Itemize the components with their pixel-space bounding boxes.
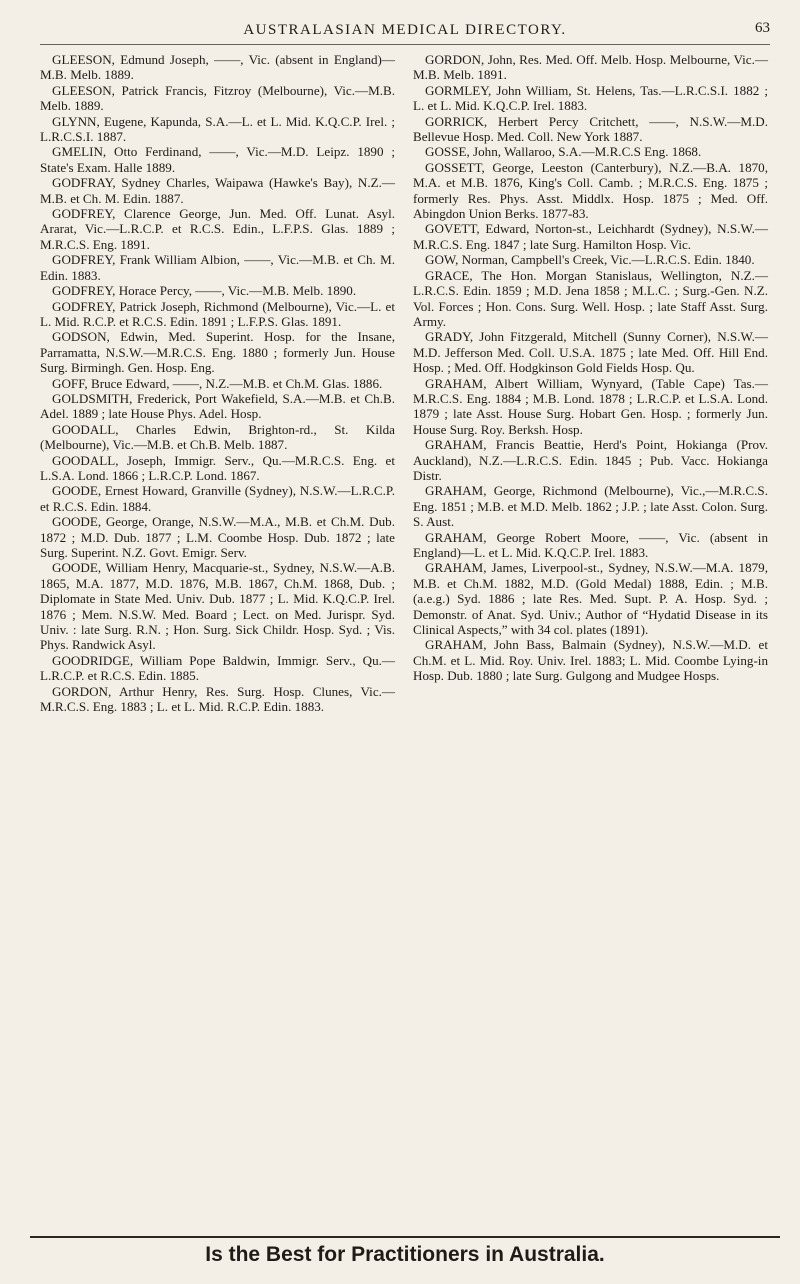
directory-entry: GOODE, Ernest Howard, Granville (Sydney), N.S.W.—L.R.C.P. et R.C.S. Edin. 1884.	[40, 483, 395, 514]
directory-entry: GOW, Norman, Campbell's Creek, Vic.—L.R.C.S. Edin. 1840.	[425, 252, 755, 268]
directory-entry: GODFRAY, Sydney Charles, Waipawa (Hawke's Bay), N.Z.—M.B. et Ch. M. Edin. 1887.	[40, 175, 395, 206]
directory-entry: GRAHAM, Francis Beattie, Herd's Point, Hokianga (Prov. Auckland), N.Z.—L.R.C.S. Edin. 1845 ; Pub. Vacc. Hokianga Distr.	[413, 437, 768, 483]
right-column	[413, 52, 768, 684]
directory-entry: GLYNN, Eugene, Kapunda, S.A.—L. et L. Mid. K.Q.C.P. Irel. ; L.R.C.S.I. 1887.	[40, 113, 395, 145]
running-title: AUSTRALASIAN MEDICAL DIRECTORY.	[243, 22, 567, 38]
directory-entry: GOODE, George, Orange, N.S.W.—M.A., M.B. et Ch.M. Dub. 1872 ; M.D. Dub. 1877 ; L.M. Coombe Hosp. Dub. 1872 ; late Surg. Superint. N.Z. Govt. Emigr. Serv.	[40, 514, 395, 560]
left-column	[40, 52, 395, 714]
footer-advert: Is the Best for Practitioners in Australia.	[30, 1236, 780, 1272]
directory-entry: GRAHAM, George Robert Moore, ——, Vic. (absent in England)—L. et L. Mid. K.Q.C.P. Irel. 1883.	[413, 529, 768, 560]
directory-entry: GRACE, The Hon. Morgan Stanislaus, Wellington, N.Z.—L.R.C.S. Edin. 1859 ; M.D. Jena 1858 ; M.L.C. ; Surg.-Gen. N.Z. Vol. Forces ; Hon. Cons. Surg. Well. Hosp. ; late Staff Asst. Surg. Army.	[413, 267, 768, 329]
directory-entry: GODFREY, Patrick Joseph, Richmond (Melbourne), Vic.—L. et L. Mid. R.C.P. et R.C.S. Edin. 1891 ; L.F.P.S. Glas. 1891.	[40, 298, 395, 329]
directory-entry: GORDON, Arthur Henry, Res. Surg. Hosp. Clunes, Vic.—M.R.C.S. Eng. 1883 ; L. et L. Mid. R.C.P. Edin. 1883.	[40, 683, 395, 715]
page-number: 63	[755, 20, 770, 36]
directory-entry: GOODALL, Charles Edwin, Brighton-rd., St. Kilda (Melbourne), Vic.—M.B. et Ch.B. Melb. 1887.	[40, 421, 395, 453]
directory-entry: GODFREY, Horace Percy, ——, Vic.—M.B. Melb. 1890.	[52, 283, 357, 299]
directory-entry: GRAHAM, James, Liverpool-st., Sydney, N.S.W.—M.A. 1879, M.B. et Ch.M. 1882, M.D. (Gold Medal) 1888, Edin. ; M.B. (a.e.g.) Syd. 1886 ; late Res. Med. Supt. P. A. Hosp. Syd. ; Demonstr. of Anat. Syd. Univ.; Author of “Hydatid Disease in its Clinical Aspects,” with 34 col. plates (1891).	[413, 560, 768, 638]
directory-entry: GOODRIDGE, William Pope Baldwin, Immigr. Serv., Qu.—L.R.C.P. et R.C.S. Edin. 1885.	[40, 652, 395, 684]
directory-entry: GORDON, John, Res. Med. Off. Melb. Hosp. Melbourne, Vic.—M.B. Melb. 1891.	[413, 52, 768, 83]
directory-entry: GOSSETT, George, Leeston (Canterbury), N.Z.—B.A. 1870, M.A. et M.B. 1876, King's Coll. Camb. ; M.R.C.S. Eng. 1875 ; formerly Res. Phys. Asst. Middlx. Hosp. 1875 ; Med. Off. Abingdon Union Berks. 1877-83.	[413, 159, 768, 222]
directory-entry: GOVETT, Edward, Norton-st., Leichhardt (Sydney), N.S.W.—M.R.C.S. Eng. 1847 ; late Surg. Hamilton Hosp. Vic.	[413, 221, 768, 252]
directory-entry: GOODALL, Joseph, Immigr. Serv., Qu.—M.R.C.S. Eng. et L.S.A. Lond. 1866 ; L.R.C.P. Lond. 1867.	[40, 452, 395, 483]
directory-entry: GODFREY, Frank William Albion, ——, Vic.—M.B. et Ch. M. Edin. 1883.	[40, 252, 395, 283]
directory-entry: GORRICK, Herbert Percy Critchett, ——, N.S.W.—M.D. Bellevue Hosp. Med. Coll. New York 1887.	[413, 113, 768, 145]
directory-entry: GRAHAM, George, Richmond (Melbourne), Vic.,—M.R.C.S. Eng. 1851 ; M.B. et M.D. Melb. 1862 ; J.P. ; late Asst. Colon. Surg. S. Aust.	[413, 483, 768, 530]
directory-entry: GLEESON, Patrick Francis, Fitzroy (Melbourne), Vic.—M.B. Melb. 1889.	[40, 82, 395, 114]
directory-entry: GMELIN, Otto Ferdinand, ——, Vic.—M.D. Leipz. 1890 ; State's Exam. Halle 1889.	[40, 144, 395, 175]
directory-entry: GORMLEY, John William, St. Helens, Tas.—L.R.C.S.I. 1882 ; L. et L. Mid. K.Q.C.P. Irel. 1883.	[413, 82, 768, 114]
directory-entry: GOLDSMITH, Frederick, Port Wakefield, S.A.—M.B. et Ch.B. Adel. 1889 ; late House Phys. Adel. Hosp.	[40, 390, 395, 422]
directory-entry: GLEESON, Edmund Joseph, ——, Vic. (absent in England)—M.B. Melb. 1889.	[40, 52, 395, 83]
directory-entry: GODSON, Edwin, Med. Superint. Hosp. for the Insane, Parramatta, N.S.W.—M.R.C.S. Eng. 1880 ; formerly Jun. House Surg. Birmingh. Gen. Hosp. Eng.	[40, 329, 395, 376]
directory-entry: GRAHAM, John Bass, Balmain (Sydney), N.S.W.—M.D. et Ch.M. et L. Mid. Roy. Univ. Irel. 1883; L. Mid. Coombe Lying-in Hosp. Dub. 1880 ; late Surg. Gulgong and Mudgee Hosps.	[413, 637, 768, 684]
directory-entry: GODFREY, Clarence George, Jun. Med. Off. Lunat. Asyl. Ararat, Vic.—L.R.C.P. et R.C.S. Edin., L.F.P.S. Glas. 1889 ; M.R.C.S. Eng. 1891.	[40, 206, 395, 252]
directory-entry: GOSSE, John, Wallaroo, S.A.—M.R.C.S Eng. 1868.	[425, 144, 702, 160]
directory-entry: GRADY, John Fitzgerald, Mitchell (Sunny Corner), N.S.W.—M.D. Jefferson Med. Coll. U.S.A. 1875 ; late Med. Off. Hill End. Hosp. ; Med. Off. Hodgkinson Gold Fields Hosp. Qu.	[413, 329, 768, 376]
directory-entry: GOFF, Bruce Edward, ——, N.Z.—M.B. et Ch.M. Glas. 1886.	[52, 375, 383, 391]
directory-entry: GOODE, William Henry, Macquarie-st., Sydney, N.S.W.—A.B. 1865, M.A. 1877, M.D. 1876, M.B. 1867, Ch.M. 1868, Dub. ; Diplomate in State Med. Univ. Dub. 1877 ; L. Mid. K.Q.C.P. Irel. 1876 ; Mem. N.S.W. Med. Board ; Lect. on Med. Jurispr. Syd. Univ. : late Surg. R.N. ; Hon. Surg. Sick Childr. Hosp. Syd. ; Vis. Phys. Randwick Asyl.	[40, 560, 395, 653]
directory-entry: GRAHAM, Albert William, Wynyard, (Table Cape) Tas.—M.R.C.S. Eng. 1884 ; M.B. Lond. 1878 ; L.R.C.P. et L.S.A. Lond. 1879 ; late Asst. House Surg. Hobart Gen. Hosp. ; formerly Jun. House Surg. Roy. Berksh. Hosp.	[413, 375, 768, 437]
page-header	[40, 20, 770, 45]
